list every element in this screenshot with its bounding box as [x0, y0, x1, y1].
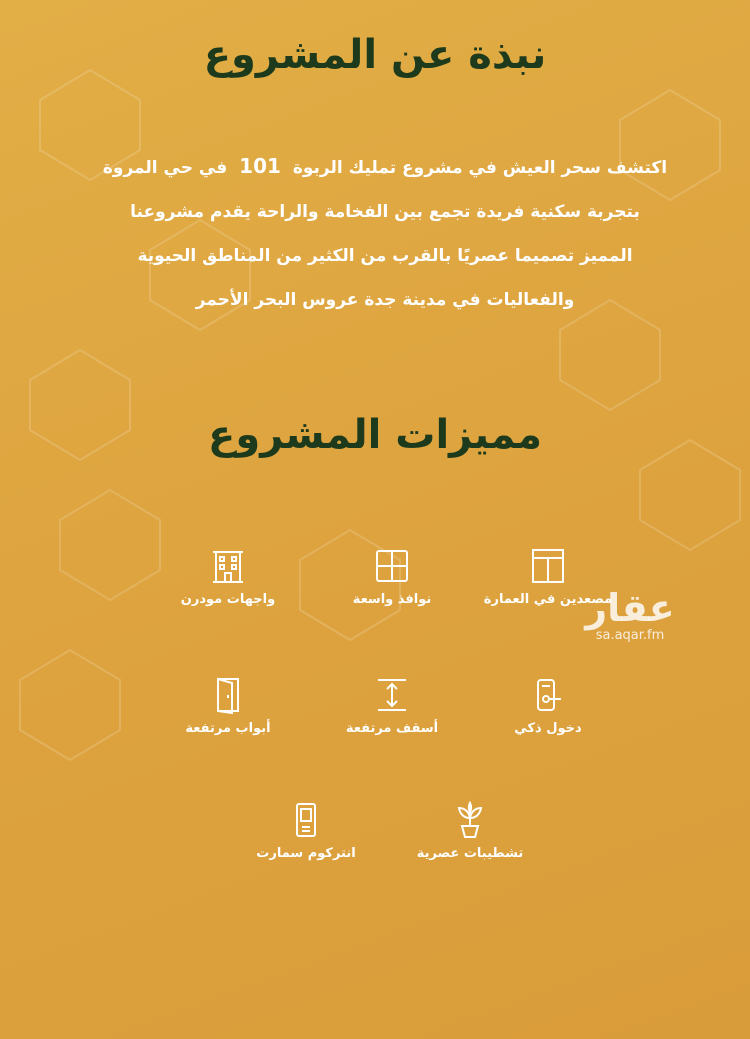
about-line-4: والفعاليات في مدينة جدة عروس البحر الأحمر: [195, 290, 575, 310]
about-line-1: [60, 144, 710, 190]
feature-smart-intercom: [216, 800, 396, 861]
feature-high-ceilings: [302, 675, 482, 736]
project-number: 101: [239, 154, 281, 178]
about-line-3: المميز تصميما عصريًا بالقرب من الكثير من المناطق الحيوية: [137, 246, 633, 266]
about-title: نبذة عن المشروع: [203, 32, 547, 78]
door-icon: [208, 675, 248, 715]
feature-label: انتركوم سمارت: [256, 846, 356, 861]
feature-windows: [302, 546, 482, 607]
feature-high-doors: [138, 675, 318, 736]
intercom-icon: [286, 800, 326, 840]
feature-label: مصعدين في العمارة: [483, 592, 613, 607]
feature-label: أسقف مرتفعة: [345, 721, 439, 736]
feature-label: واجهات مودرن: [180, 592, 276, 607]
feature-label: نوافذ واسعة: [352, 592, 432, 607]
about-line-2: بتجربة سكنية فريدة تجمع بين الفخامة والراحة يقدم مشروعنا: [130, 202, 640, 222]
feature-label: أبواب مرتفعة: [185, 721, 271, 736]
high-ceiling-icon: [372, 675, 412, 715]
plant-icon: [450, 800, 490, 840]
elevator-icon: [528, 546, 568, 586]
about-description: [60, 144, 710, 322]
window-icon: [372, 546, 412, 586]
about-line-1-text: اكتشف سحر العيش في مشروع تمليك الربوة: [292, 158, 668, 178]
feature-facades: [138, 546, 318, 607]
feature-modern-finishes: [380, 800, 560, 861]
feature-label: تشطيبات عصرية: [416, 846, 524, 861]
watermark-logo: عقار: [585, 586, 675, 630]
smart-lock-icon: [528, 675, 568, 715]
about-line-1-end: في حي المروة: [102, 158, 228, 178]
aqar-watermark: [585, 588, 675, 643]
feature-smart-entry: [458, 675, 638, 736]
feature-label: دخول ذكي: [514, 721, 582, 736]
watermark-url: sa.aqar.fm: [595, 628, 665, 643]
features-title: مميزات المشروع: [208, 412, 542, 458]
building-icon: [208, 546, 248, 586]
